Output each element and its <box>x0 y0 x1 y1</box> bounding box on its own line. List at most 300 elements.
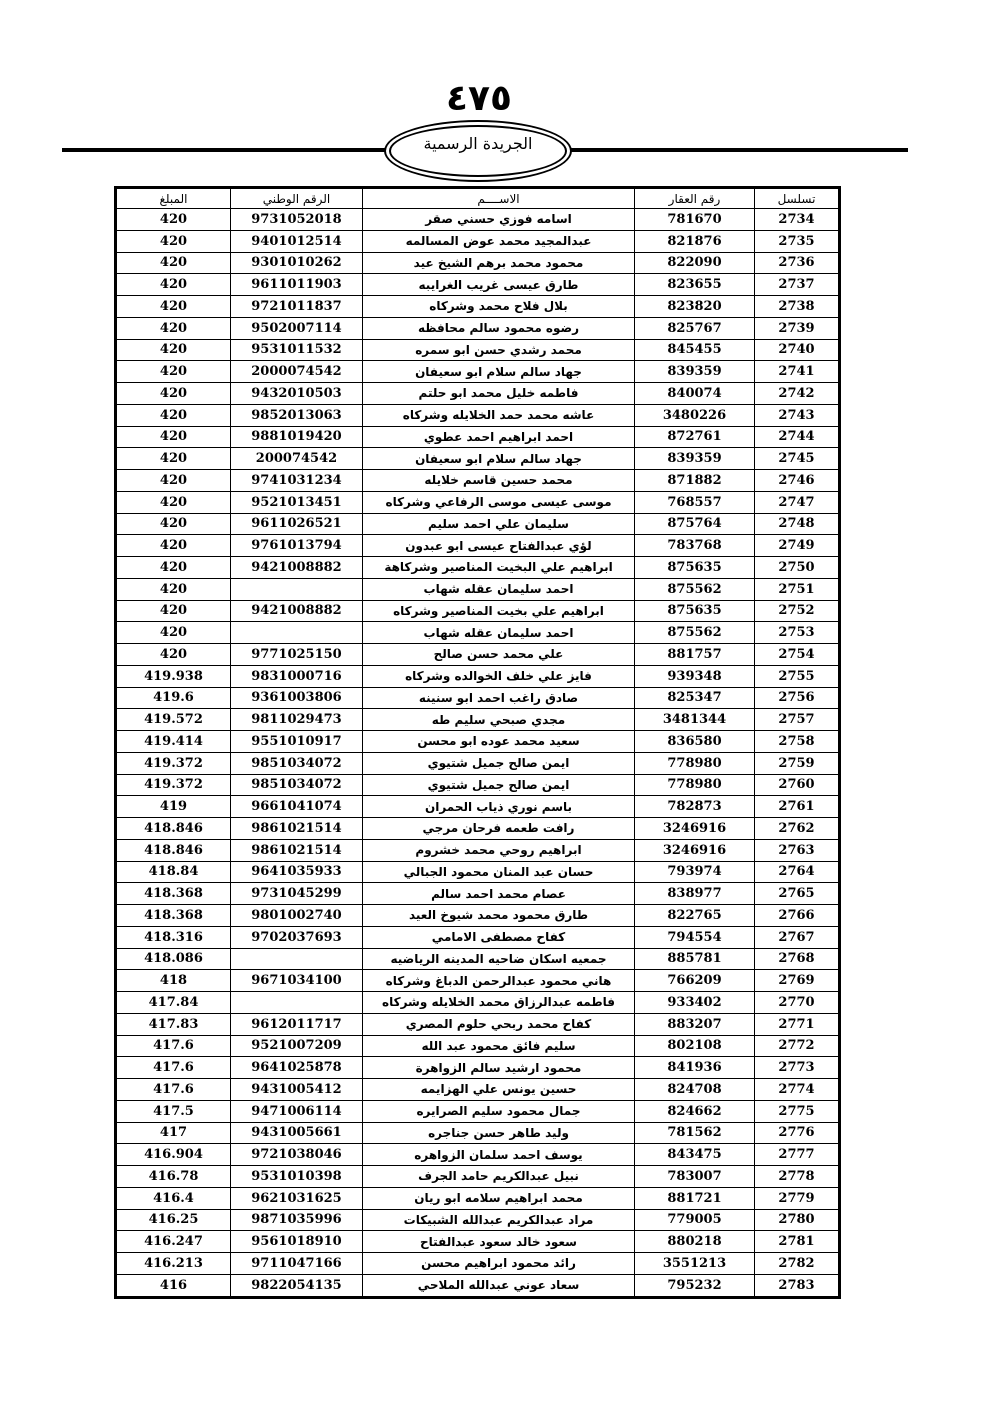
amount-cell: 420 <box>117 230 231 252</box>
table-row <box>117 1209 839 1231</box>
serial-cell: 2763 <box>755 839 839 861</box>
amount-cell: 420 <box>117 535 231 557</box>
serial-cell: 2768 <box>755 948 839 970</box>
table-row <box>117 252 839 274</box>
serial-cell: 2775 <box>755 1100 839 1122</box>
serial-cell: 2780 <box>755 1209 839 1231</box>
name-cell: جمعيه اسكان ضاحيه المدينه الرياضيه <box>363 948 635 970</box>
property-number-cell: 933402 <box>635 992 755 1014</box>
serial-cell: 2760 <box>755 774 839 796</box>
amount-cell: 420 <box>117 383 231 405</box>
table-row <box>117 1144 839 1166</box>
property-number-cell: 778980 <box>635 774 755 796</box>
name-cell: عصام محمد احمد سالم <box>363 883 635 905</box>
serial-cell: 2771 <box>755 1013 839 1035</box>
property-number-cell: 839359 <box>635 361 755 383</box>
serial-cell: 2773 <box>755 1057 839 1079</box>
amount-cell: 418.846 <box>117 839 231 861</box>
amount-cell: 420 <box>117 317 231 339</box>
table-row <box>117 1079 839 1101</box>
name-cell: موسى عيسى موسى الرفاعي وشركاه <box>363 491 635 513</box>
amount-cell: 416 <box>117 1274 231 1296</box>
serial-cell: 2777 <box>755 1144 839 1166</box>
name-cell: رافت طعمه فرحان مرجي <box>363 818 635 840</box>
name-cell: فاطمه خليل محمد ابو حلتم <box>363 383 635 405</box>
table-row <box>117 1122 839 1144</box>
serial-cell: 2765 <box>755 883 839 905</box>
property-number-cell: 843475 <box>635 1144 755 1166</box>
property-number-cell: 781562 <box>635 1122 755 1144</box>
amount-cell: 418.84 <box>117 861 231 883</box>
amount-cell: 418.368 <box>117 905 231 927</box>
table-row <box>117 687 839 709</box>
name-cell: فايز علي خلف الخوالده وشركاه <box>363 665 635 687</box>
national-id-cell: 9521007209 <box>231 1035 363 1057</box>
name-cell: سعاد عوني عبدالله الملاحي <box>363 1274 635 1296</box>
table-row <box>117 752 839 774</box>
table-row <box>117 274 839 296</box>
table-row <box>117 361 839 383</box>
name-cell: سليم فائق محمود عبد الله <box>363 1035 635 1057</box>
header-amount: المبلغ <box>117 189 231 209</box>
header-name: الاســــم <box>363 189 635 209</box>
name-cell: ابراهيم علي بخيت المناصير وشركاه <box>363 600 635 622</box>
serial-cell: 2741 <box>755 361 839 383</box>
national-id-cell: 9702037693 <box>231 926 363 948</box>
name-cell: جمال محمود سليم الصرايره <box>363 1100 635 1122</box>
property-number-cell: 822090 <box>635 252 755 274</box>
name-cell: ابراهيم روحي محمد خشروم <box>363 839 635 861</box>
serial-cell: 2757 <box>755 709 839 731</box>
header-property-number: رقم العقار <box>635 189 755 209</box>
serial-cell: 2772 <box>755 1035 839 1057</box>
serial-cell: 2755 <box>755 665 839 687</box>
national-id-cell: 9881019420 <box>231 426 363 448</box>
name-cell: كفاح مصطفى الامامي <box>363 926 635 948</box>
table-row <box>117 426 839 448</box>
serial-cell: 2739 <box>755 317 839 339</box>
national-id-cell: 9861021514 <box>231 818 363 840</box>
table-row <box>117 818 839 840</box>
amount-cell: 418.368 <box>117 883 231 905</box>
name-cell: رضوه محمود سالم محافظه <box>363 317 635 339</box>
name-cell: رائد محمود ابراهيم محسن <box>363 1253 635 1275</box>
table-row <box>117 448 839 470</box>
name-cell: سعيد محمد عوده ابو محسن <box>363 731 635 753</box>
table-row <box>117 470 839 492</box>
amount-cell: 417.83 <box>117 1013 231 1035</box>
serial-cell: 2774 <box>755 1079 839 1101</box>
header-serial: تسلسل <box>755 189 839 209</box>
serial-cell: 2783 <box>755 1274 839 1296</box>
national-id-cell: 9861021514 <box>231 839 363 861</box>
amount-cell: 416.213 <box>117 1253 231 1275</box>
name-cell: طارق عيسى غريب الغرايبه <box>363 274 635 296</box>
name-cell: احمد سليمان عقله شهاب <box>363 622 635 644</box>
table-row <box>117 796 839 818</box>
name-cell: وليد طاهر حسن جناجره <box>363 1122 635 1144</box>
serial-cell: 2748 <box>755 513 839 535</box>
name-cell: احمد سليمان عقله شهاب <box>363 578 635 600</box>
table-row <box>117 948 839 970</box>
serial-cell: 2782 <box>755 1253 839 1275</box>
property-number-cell: 3246916 <box>635 818 755 840</box>
table-row <box>117 774 839 796</box>
serial-cell: 2737 <box>755 274 839 296</box>
amount-cell: 419.6 <box>117 687 231 709</box>
name-cell: مراد عبدالكريم عبدالله الشبيكات <box>363 1209 635 1231</box>
national-id-cell: 9811029473 <box>231 709 363 731</box>
national-id-cell <box>231 992 363 1014</box>
serial-cell: 2738 <box>755 296 839 318</box>
amount-cell: 420 <box>117 404 231 426</box>
table-row <box>117 1253 839 1275</box>
national-id-cell: 9831000716 <box>231 665 363 687</box>
property-number-cell: 824662 <box>635 1100 755 1122</box>
property-number-cell: 782873 <box>635 796 755 818</box>
serial-cell: 2753 <box>755 622 839 644</box>
serial-cell: 2756 <box>755 687 839 709</box>
serial-cell: 2751 <box>755 578 839 600</box>
serial-cell: 2759 <box>755 752 839 774</box>
property-number-cell: 875635 <box>635 600 755 622</box>
table-row <box>117 644 839 666</box>
serial-cell: 2761 <box>755 796 839 818</box>
national-id-cell: 9721038046 <box>231 1144 363 1166</box>
table-row <box>117 970 839 992</box>
amount-cell: 419 <box>117 796 231 818</box>
serial-cell: 2762 <box>755 818 839 840</box>
amount-cell: 419.414 <box>117 731 231 753</box>
serial-cell: 2754 <box>755 644 839 666</box>
table-row <box>117 404 839 426</box>
property-number-cell: 840074 <box>635 383 755 405</box>
property-number-cell: 802108 <box>635 1035 755 1057</box>
table-row <box>117 535 839 557</box>
table-row <box>117 861 839 883</box>
amount-cell: 416.247 <box>117 1231 231 1253</box>
name-cell: عاشه محمد حمد الخلايله وشركاه <box>363 404 635 426</box>
amount-cell: 420 <box>117 557 231 579</box>
national-id-cell: 9731052018 <box>231 209 363 231</box>
national-id-cell: 9661041074 <box>231 796 363 818</box>
national-id-cell: 9551010917 <box>231 731 363 753</box>
name-cell: اسامه فوزي حسني صقر <box>363 209 635 231</box>
name-cell: عبدالمجيد محمد عوض المسالمه <box>363 230 635 252</box>
national-id-cell: 9561018910 <box>231 1231 363 1253</box>
table-row <box>117 296 839 318</box>
amount-cell: 417 <box>117 1122 231 1144</box>
national-id-cell: 9771025150 <box>231 644 363 666</box>
national-id-cell: 9531011532 <box>231 339 363 361</box>
table-row <box>117 709 839 731</box>
table-row <box>117 339 839 361</box>
table-row <box>117 383 839 405</box>
table-row <box>117 1057 839 1079</box>
name-cell: كفاح محمد ربحي حلوم المصري <box>363 1013 635 1035</box>
name-cell: سعود خالد سعود عبدالفتاح <box>363 1231 635 1253</box>
national-id-cell <box>231 948 363 970</box>
name-cell: ايمن صالح جميل شتيوي <box>363 752 635 774</box>
amount-cell: 420 <box>117 622 231 644</box>
property-number-cell: 880218 <box>635 1231 755 1253</box>
amount-cell: 416.904 <box>117 1144 231 1166</box>
property-number-cell: 881721 <box>635 1187 755 1209</box>
name-cell: صادق راغب احمد ابو سنينه <box>363 687 635 709</box>
serial-cell: 2735 <box>755 230 839 252</box>
amount-cell: 417.84 <box>117 992 231 1014</box>
national-id-cell: 9711047166 <box>231 1253 363 1275</box>
amount-cell: 418.086 <box>117 948 231 970</box>
table-row <box>117 883 839 905</box>
property-number-cell: 871882 <box>635 470 755 492</box>
serial-cell: 2744 <box>755 426 839 448</box>
name-cell: جهاد سالم سلام ابو سعيفان <box>363 361 635 383</box>
property-number-cell: 822765 <box>635 905 755 927</box>
name-cell: مجدي صبحي سليم طه <box>363 709 635 731</box>
header-national-id: الرقم الوطني <box>231 189 363 209</box>
national-id-cell: 9301010262 <box>231 252 363 274</box>
name-cell: فاطمه عبدالرزاق محمد الخلايله وشركاه <box>363 992 635 1014</box>
name-cell: جهاد سالم سلام ابو سعيفان <box>363 448 635 470</box>
table-row <box>117 1013 839 1035</box>
amount-cell: 420 <box>117 600 231 622</box>
serial-cell: 2745 <box>755 448 839 470</box>
table-row <box>117 317 839 339</box>
table-row <box>117 578 839 600</box>
national-id-cell: 9741031234 <box>231 470 363 492</box>
name-cell: هاني محمود عبدالرحمن الدباغ وشركاه <box>363 970 635 992</box>
property-number-cell: 885781 <box>635 948 755 970</box>
table-row <box>117 557 839 579</box>
national-id-cell: 9502007114 <box>231 317 363 339</box>
national-id-cell <box>231 622 363 644</box>
property-number-cell: 875562 <box>635 622 755 644</box>
national-id-cell: 9851034072 <box>231 752 363 774</box>
property-number-cell: 783007 <box>635 1166 755 1188</box>
table-row <box>117 209 839 231</box>
national-id-cell <box>231 578 363 600</box>
national-id-cell: 9852013063 <box>231 404 363 426</box>
property-number-cell: 839359 <box>635 448 755 470</box>
property-number-cell: 872761 <box>635 426 755 448</box>
property-ledger-table <box>116 188 839 1297</box>
amount-cell: 419.572 <box>117 709 231 731</box>
property-number-cell: 841936 <box>635 1057 755 1079</box>
property-number-cell: 778980 <box>635 752 755 774</box>
name-cell: يوسف احمد سلمان الزواهره <box>363 1144 635 1166</box>
national-id-cell: 2000074542 <box>231 361 363 383</box>
national-id-cell: 9871035996 <box>231 1209 363 1231</box>
national-id-cell: 9531010398 <box>231 1166 363 1188</box>
property-number-cell: 779005 <box>635 1209 755 1231</box>
serial-cell: 2746 <box>755 470 839 492</box>
national-id-cell: 9801002740 <box>231 905 363 927</box>
amount-cell: 416.4 <box>117 1187 231 1209</box>
page-number: ٤٧٥ <box>446 78 512 119</box>
gazette-title: الجريدة الرسمية <box>423 134 533 153</box>
table-row <box>117 600 839 622</box>
national-id-cell: 9731045299 <box>231 883 363 905</box>
serial-cell: 2766 <box>755 905 839 927</box>
serial-cell: 2740 <box>755 339 839 361</box>
property-number-cell: 825767 <box>635 317 755 339</box>
property-number-cell: 824708 <box>635 1079 755 1101</box>
serial-cell: 2767 <box>755 926 839 948</box>
national-id-cell: 9612011717 <box>231 1013 363 1035</box>
national-id-cell: 9471006114 <box>231 1100 363 1122</box>
amount-cell: 417.5 <box>117 1100 231 1122</box>
serial-cell: 2781 <box>755 1231 839 1253</box>
serial-cell: 2778 <box>755 1166 839 1188</box>
national-id-cell: 9421008882 <box>231 557 363 579</box>
property-number-cell: 838977 <box>635 883 755 905</box>
amount-cell: 417.6 <box>117 1057 231 1079</box>
table-row <box>117 622 839 644</box>
national-id-cell: 9432010503 <box>231 383 363 405</box>
amount-cell: 420 <box>117 426 231 448</box>
national-id-cell: 200074542 <box>231 448 363 470</box>
property-number-cell: 881757 <box>635 644 755 666</box>
property-number-cell: 875635 <box>635 557 755 579</box>
table-row <box>117 491 839 513</box>
amount-cell: 420 <box>117 361 231 383</box>
property-number-cell: 823820 <box>635 296 755 318</box>
property-number-cell: 793974 <box>635 861 755 883</box>
table-row <box>117 839 839 861</box>
serial-cell: 2742 <box>755 383 839 405</box>
name-cell: ايمن صالح جميل شتيوي <box>363 774 635 796</box>
table-row <box>117 513 839 535</box>
name-cell: حسان عبد المنان محمود الجبالي <box>363 861 635 883</box>
name-cell: محمود محمد برهم الشيخ عيد <box>363 252 635 274</box>
name-cell: احمد ابراهيم احمد عطوي <box>363 426 635 448</box>
national-id-cell: 9361003806 <box>231 687 363 709</box>
national-id-cell: 9641035933 <box>231 861 363 883</box>
name-cell: محمود ارشيد سالم الزواهرة <box>363 1057 635 1079</box>
serial-cell: 2743 <box>755 404 839 426</box>
table-row <box>117 1187 839 1209</box>
property-number-cell: 875562 <box>635 578 755 600</box>
amount-cell: 418.846 <box>117 818 231 840</box>
amount-cell: 420 <box>117 274 231 296</box>
property-number-cell: 845455 <box>635 339 755 361</box>
name-cell: علي محمد حسن صالح <box>363 644 635 666</box>
amount-cell: 420 <box>117 209 231 231</box>
table-row <box>117 230 839 252</box>
amount-cell: 420 <box>117 513 231 535</box>
name-cell: محمد رشدي حسن ابو سمره <box>363 339 635 361</box>
property-number-cell: 3480226 <box>635 404 755 426</box>
serial-cell: 2752 <box>755 600 839 622</box>
amount-cell: 419.372 <box>117 774 231 796</box>
national-id-cell: 9822054135 <box>231 1274 363 1296</box>
table-header-row <box>117 189 839 209</box>
property-number-cell: 766209 <box>635 970 755 992</box>
table-row <box>117 992 839 1014</box>
national-id-cell: 9721011837 <box>231 296 363 318</box>
name-cell: محمد ابراهيم سلامه ابو ريان <box>363 1187 635 1209</box>
serial-cell: 2758 <box>755 731 839 753</box>
national-id-cell: 9611011903 <box>231 274 363 296</box>
property-number-cell: 823655 <box>635 274 755 296</box>
property-number-cell: 783768 <box>635 535 755 557</box>
serial-cell: 2736 <box>755 252 839 274</box>
property-number-cell: 883207 <box>635 1013 755 1035</box>
national-id-cell: 9641025878 <box>231 1057 363 1079</box>
property-number-cell: 836580 <box>635 731 755 753</box>
name-cell: باسم نوري ذياب الحمران <box>363 796 635 818</box>
property-number-cell: 939348 <box>635 665 755 687</box>
amount-cell: 420 <box>117 470 231 492</box>
serial-cell: 2750 <box>755 557 839 579</box>
serial-cell: 2747 <box>755 491 839 513</box>
name-cell: ابراهيم علي البخيت المناصير وشركاهة <box>363 557 635 579</box>
name-cell: طارق محمود محمد شيوخ العيد <box>363 905 635 927</box>
table-row <box>117 1274 839 1296</box>
amount-cell: 420 <box>117 252 231 274</box>
name-cell: حسين يونس علي الهزايمه <box>363 1079 635 1101</box>
table-row <box>117 1231 839 1253</box>
property-number-cell: 3246916 <box>635 839 755 861</box>
property-number-cell: 768557 <box>635 491 755 513</box>
amount-cell: 420 <box>117 296 231 318</box>
national-id-cell: 9621031625 <box>231 1187 363 1209</box>
table-row <box>117 1035 839 1057</box>
amount-cell: 420 <box>117 491 231 513</box>
serial-cell: 2764 <box>755 861 839 883</box>
property-number-cell: 781670 <box>635 209 755 231</box>
property-number-cell: 3551213 <box>635 1253 755 1275</box>
national-id-cell: 9401012514 <box>231 230 363 252</box>
national-id-cell: 9851034072 <box>231 774 363 796</box>
property-number-cell: 875764 <box>635 513 755 535</box>
amount-cell: 419.938 <box>117 665 231 687</box>
amount-cell: 418 <box>117 970 231 992</box>
property-number-cell: 794554 <box>635 926 755 948</box>
national-id-cell: 9431005412 <box>231 1079 363 1101</box>
amount-cell: 416.78 <box>117 1166 231 1188</box>
name-cell: بلال فلاح محمد وشركاه <box>363 296 635 318</box>
national-id-cell: 9521013451 <box>231 491 363 513</box>
table-body <box>117 209 839 1297</box>
amount-cell: 419.372 <box>117 752 231 774</box>
property-number-cell: 825347 <box>635 687 755 709</box>
property-number-cell: 821876 <box>635 230 755 252</box>
national-id-cell: 9611026521 <box>231 513 363 535</box>
serial-cell: 2776 <box>755 1122 839 1144</box>
table-row <box>117 905 839 927</box>
name-cell: محمد حسين قاسم خلايله <box>363 470 635 492</box>
table-row <box>117 1166 839 1188</box>
name-cell: لؤي عبدالفتاح عيسى ابو عبدون <box>363 535 635 557</box>
national-id-cell: 9431005661 <box>231 1122 363 1144</box>
name-cell: نبيل عبدالكريم حامد الجرف <box>363 1166 635 1188</box>
amount-cell: 417.6 <box>117 1079 231 1101</box>
national-id-cell: 9761013794 <box>231 535 363 557</box>
national-id-cell: 9421008882 <box>231 600 363 622</box>
national-id-cell: 9671034100 <box>231 970 363 992</box>
amount-cell: 420 <box>117 448 231 470</box>
table-row <box>117 926 839 948</box>
serial-cell: 2734 <box>755 209 839 231</box>
amount-cell: 420 <box>117 644 231 666</box>
amount-cell: 420 <box>117 578 231 600</box>
serial-cell: 2779 <box>755 1187 839 1209</box>
amount-cell: 418.316 <box>117 926 231 948</box>
serial-cell: 2770 <box>755 992 839 1014</box>
serial-cell: 2749 <box>755 535 839 557</box>
